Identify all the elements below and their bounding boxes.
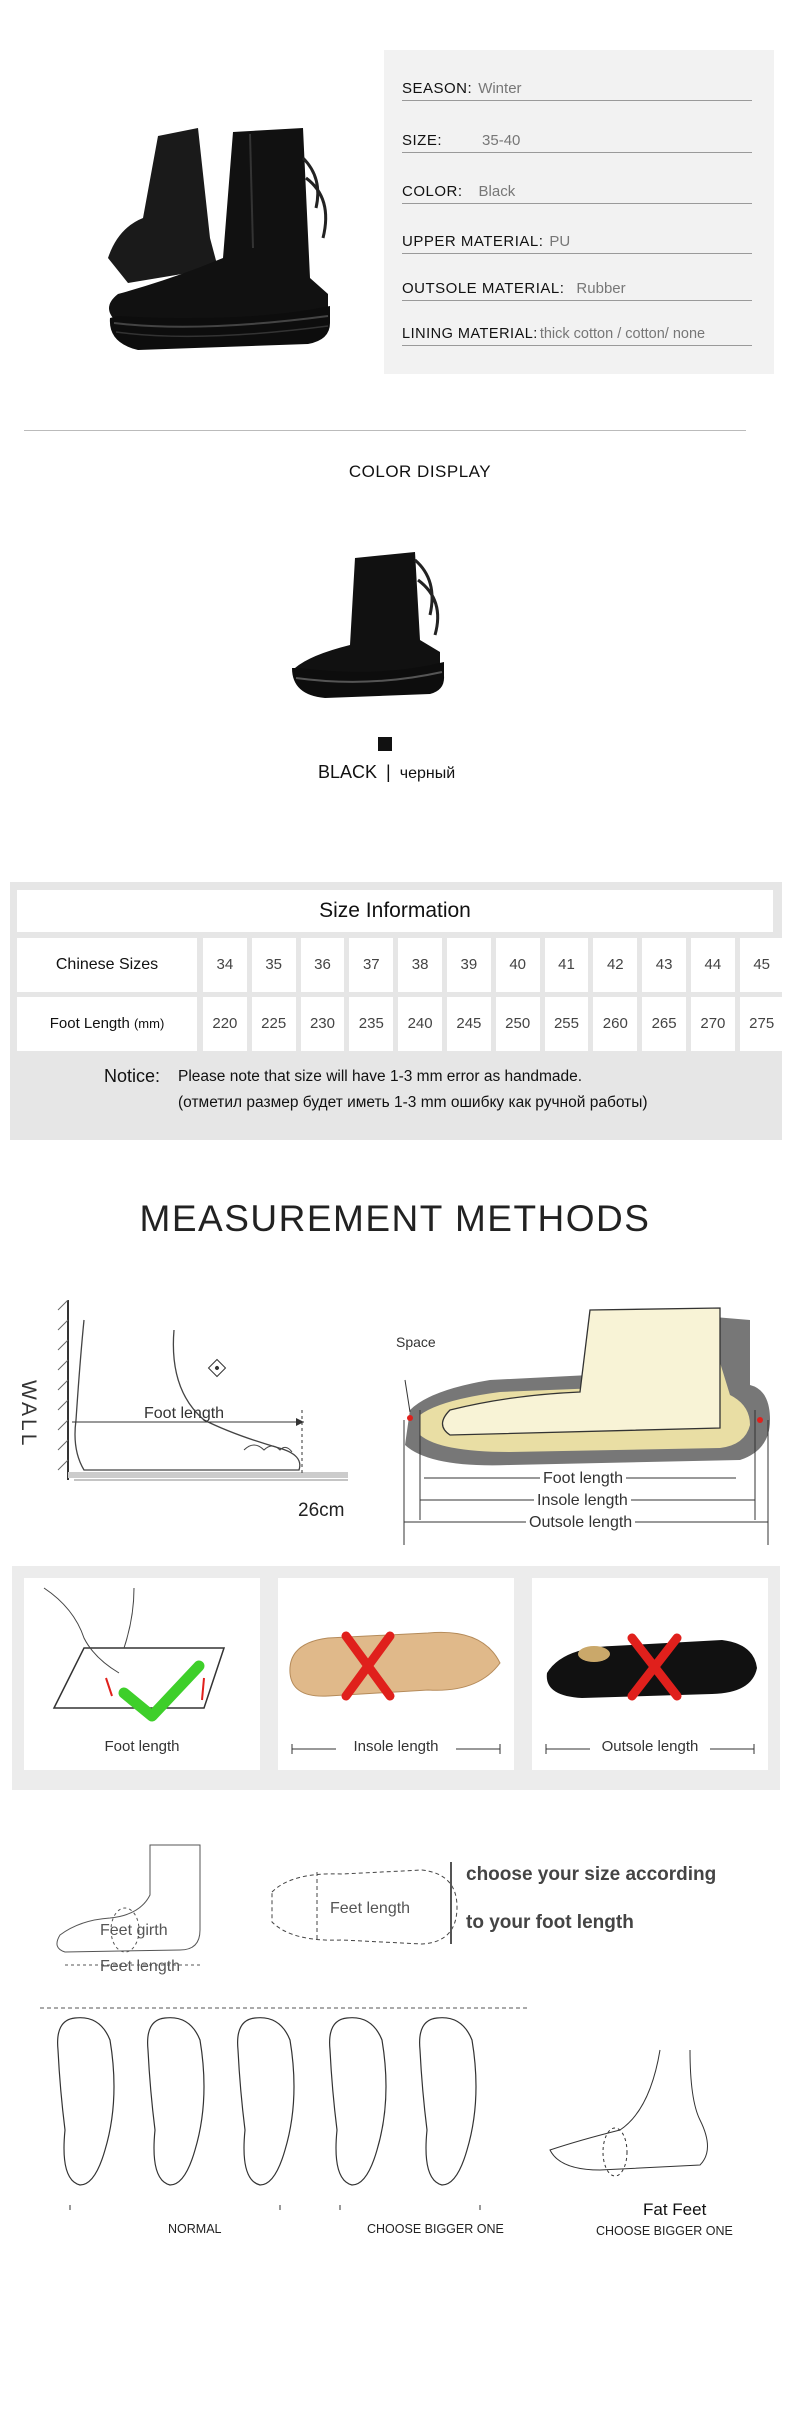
panel-insole-length xyxy=(278,1578,514,1770)
size-cell: 37 xyxy=(349,938,393,992)
spec-upper-material: UPPER MATERIAL: PU xyxy=(402,233,752,254)
color-label xyxy=(318,762,455,783)
insole-caption-line xyxy=(278,1744,514,1754)
feet-length-label-center: Feet length xyxy=(330,1900,411,1917)
notice-line-2: (отметил размер будет иметь 1-3 mm ошибку как ручной работы) xyxy=(178,1094,648,1111)
shoe-cutaway-diagram xyxy=(390,1300,770,1550)
spec-box xyxy=(384,50,774,374)
length-cell: 230 xyxy=(301,997,345,1051)
length-cell: 265 xyxy=(642,997,686,1051)
length-cell: 250 xyxy=(496,997,540,1051)
spec-season: SEASON: Winter xyxy=(402,80,752,101)
panel-foot-length-caption: Foot length xyxy=(104,1738,180,1755)
size-information-title: Size Information xyxy=(17,890,773,932)
panel-outsole-length-caption: Outsole length xyxy=(601,1738,699,1755)
color-name-en: BLACK xyxy=(318,762,378,782)
normal-label: NORMAL xyxy=(168,2222,222,2236)
length-cell: 270 xyxy=(691,997,735,1051)
size-cell: 36 xyxy=(301,938,345,992)
choose-size-line-2: to your foot length xyxy=(466,1912,634,1933)
space-label: Space xyxy=(396,1334,436,1350)
length-cell: 240 xyxy=(398,997,442,1051)
outsole-caption-line xyxy=(532,1744,768,1754)
spec-outsole-material: OUTSOLE MATERIAL: Rubber xyxy=(402,280,752,301)
choose-bigger-label-2: CHOOSE BIGGER ONE xyxy=(596,2224,733,2238)
wall-label: WALL xyxy=(17,1380,40,1449)
section-divider xyxy=(24,430,746,431)
size-cell: 35 xyxy=(252,938,296,992)
measure-cm-label: 26cm xyxy=(298,1500,345,1521)
foot-length-measure-label: Foot length xyxy=(144,1405,225,1422)
length-cell: 255 xyxy=(545,997,589,1051)
notice-line-1: Please note that size will have 1-3 mm error as handmade. xyxy=(178,1068,583,1085)
length-cell: 260 xyxy=(593,997,637,1051)
foot-length-unit: (mm) xyxy=(133,1016,165,1031)
fat-feet-side-diagram xyxy=(540,2040,750,2200)
color-name-ru: черный xyxy=(399,765,456,782)
length-cell: 275 xyxy=(740,997,784,1051)
size-cell: 42 xyxy=(593,938,637,992)
color-swatch-black[interactable] xyxy=(378,737,392,751)
size-cell: 45 xyxy=(740,938,784,992)
length-cell: 220 xyxy=(203,997,247,1051)
choose-bigger-label-1: CHOOSE BIGGER ONE xyxy=(367,2222,504,2236)
feet-girth-label: Feet girth xyxy=(100,1922,168,1939)
insole-length-shoe-label: Insole length xyxy=(534,1492,631,1510)
foot-types-diagram xyxy=(40,2000,540,2210)
length-cell: 245 xyxy=(447,997,491,1051)
spec-color: COLOR: Black xyxy=(402,183,752,204)
size-cell: 39 xyxy=(447,938,491,992)
fat-feet-label: Fat Feet xyxy=(643,2200,707,2219)
feet-length-label-left: Feet length xyxy=(100,1958,181,1975)
length-cell: 225 xyxy=(252,997,296,1051)
guide-divider xyxy=(450,1862,452,1944)
panel-foot-length xyxy=(24,1578,260,1770)
foot-measure-image xyxy=(24,1578,260,1728)
choose-size-line-1: choose your size according xyxy=(466,1864,717,1885)
outsole-length-shoe-label: Outsole length xyxy=(526,1514,635,1532)
size-cell: 44 xyxy=(691,938,735,992)
color-display-title: COLOR DISPLAY xyxy=(348,462,492,481)
size-cell: 43 xyxy=(642,938,686,992)
spec-lining-material: LINING MATERIAL: thick cotton / cotton/ none xyxy=(402,326,752,346)
size-cell: 38 xyxy=(398,938,442,992)
flat-shoe-image xyxy=(532,1578,768,1728)
measurement-methods-title: MEASUREMENT METHODS xyxy=(139,1198,651,1239)
foot-length-label: Foot Length xyxy=(49,1015,130,1032)
spec-size: SIZE: 35-40 xyxy=(402,132,752,153)
insole-image xyxy=(278,1578,514,1728)
foot-length-header xyxy=(17,997,197,1051)
panel-insole-length-caption: Insole length xyxy=(353,1738,439,1755)
panel-outsole-length xyxy=(532,1578,768,1770)
chinese-sizes-header: Chinese Sizes xyxy=(17,938,197,992)
size-cell: 41 xyxy=(545,938,589,992)
foot-length-shoe-label: Foot length xyxy=(540,1470,626,1488)
length-cell: 235 xyxy=(349,997,393,1051)
color-boot-image xyxy=(280,540,480,710)
notice-label: Notice: xyxy=(104,1066,161,1086)
size-cell: 40 xyxy=(496,938,540,992)
size-cell: 34 xyxy=(203,938,247,992)
product-boot-image xyxy=(48,118,358,378)
color-separator: | xyxy=(386,762,391,782)
